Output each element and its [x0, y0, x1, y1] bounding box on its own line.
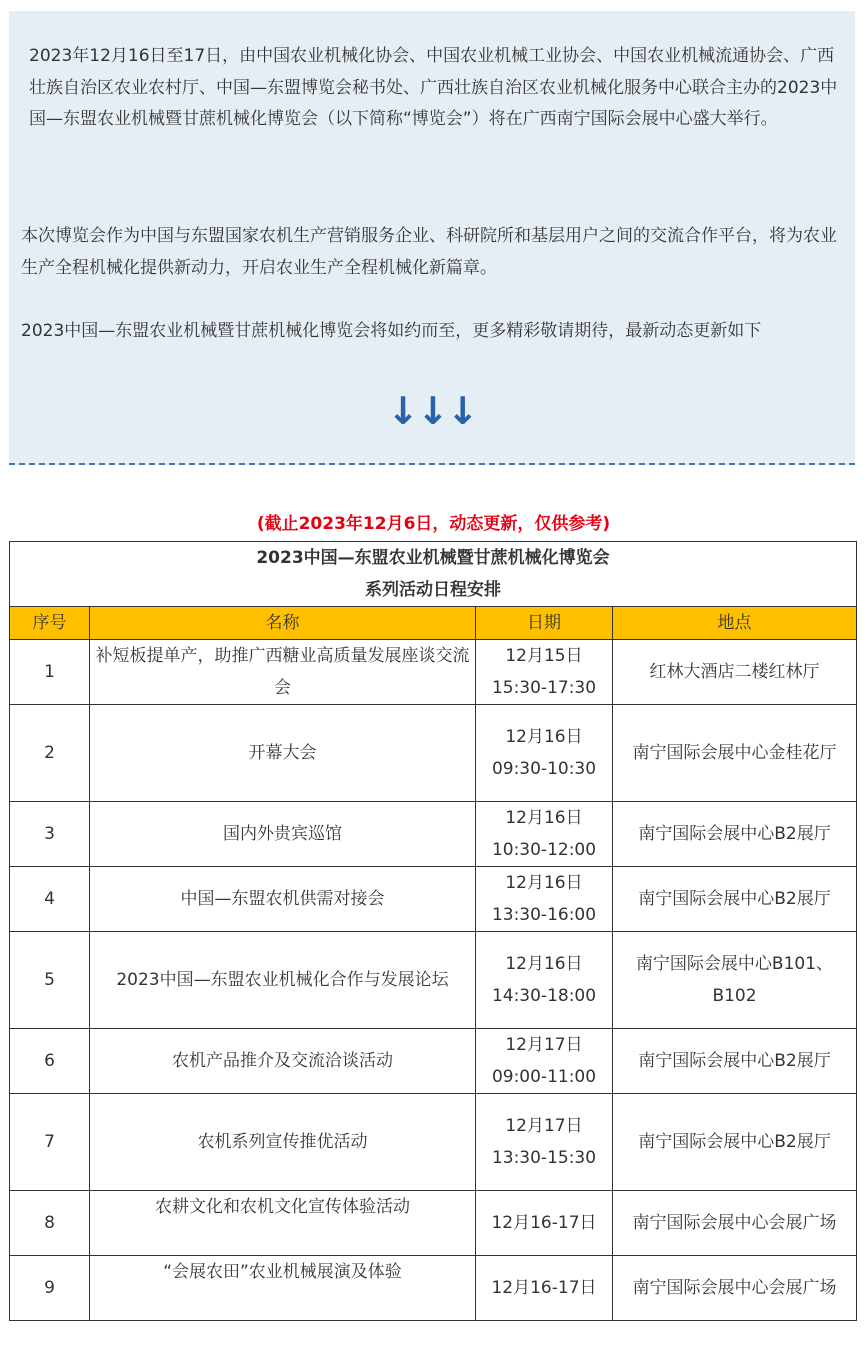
row-no: 9 — [10, 1256, 90, 1321]
table-row — [10, 705, 857, 802]
row-name: 国内外贵宾巡馆 — [90, 802, 476, 867]
table-row — [10, 1094, 857, 1191]
row-name: 农机系列宣传推优活动 — [90, 1094, 476, 1191]
table-row — [10, 1191, 857, 1256]
row-place: 南宁国际会展中心B2展厅 — [613, 1094, 857, 1191]
row-date: 12月16日 13:30-16:00 — [476, 867, 613, 932]
row-place: 南宁国际会展中心会展广场 — [613, 1191, 857, 1256]
intro-paragraph-2: 本次博览会作为中国与东盟国家农机生产营销服务企业、科研院所和基层用户之间的交流合作平台，将为农业生产全程机械化提供新动力，开启农业生产全程机械化新篇章。 — [21, 226, 837, 278]
schedule-table — [9, 541, 857, 1321]
header-name: 名称 — [90, 607, 476, 640]
row-name: 农耕文化和农机文化宣传体验活动 — [90, 1191, 476, 1256]
header-date: 日期 — [476, 607, 613, 640]
row-no: 3 — [10, 802, 90, 867]
header-place: 地点 — [613, 607, 857, 640]
header-no: 序号 — [10, 607, 90, 640]
row-date: 12月17日 09:00-11:00 — [476, 1029, 613, 1094]
update-note: (截止2023年12月6日，动态更新，仅供参考) — [256, 514, 611, 534]
row-no: 7 — [10, 1094, 90, 1191]
row-no: 1 — [10, 640, 90, 705]
header-row — [10, 607, 857, 640]
row-place: 红林大酒店二楼红林厅 — [613, 640, 857, 705]
row-place: 南宁国际会展中心金桂花厅 — [613, 705, 857, 802]
row-place: 南宁国际会展中心会展广场 — [613, 1256, 857, 1321]
row-date: 12月16-17日 — [476, 1191, 613, 1256]
row-place: 南宁国际会展中心B2展厅 — [613, 802, 857, 867]
row-date: 12月15日 15:30-17:30 — [476, 640, 613, 705]
row-date: 12月17日 13:30-15:30 — [476, 1094, 613, 1191]
row-name: 2023中国—东盟农业机械化合作与发展论坛 — [90, 932, 476, 1029]
intro-paragraph-1: 2023年12月16日至17日，由中国农业机械化协会、中国农业机械工业协会、中国农业机械流通协会、广西壮族自治区农业农村厅、中国—东盟博览会秘书处、广西壮族自治区农业机械化服务中心联合主办的2023中国—东盟农业机械暨甘蔗机械化博览会（以下简称“博览会”）将在广西南宁国际会展中心盛大举行。 — [29, 46, 838, 129]
row-no: 5 — [10, 932, 90, 1029]
row-no: 6 — [10, 1029, 90, 1094]
schedule-title-line1: 2023中国—东盟农业机械暨甘蔗机械化博览会 — [256, 548, 610, 568]
row-date: 12月16日 09:30-10:30 — [476, 705, 613, 802]
down-arrows-icon: ↓↓↓ — [387, 389, 477, 433]
intro-panel — [9, 11, 855, 465]
schedule-title-line2: 系列活动日程安排 — [365, 580, 501, 600]
row-place: 南宁国际会展中心B2展厅 — [613, 867, 857, 932]
row-place: 南宁国际会展中心B101、B102 — [613, 932, 857, 1029]
row-name: 农机产品推介及交流洽谈活动 — [90, 1029, 476, 1094]
intro-paragraph-3: 2023中国—东盟农业机械暨甘蔗机械化博览会将如约而至，更多精彩敬请期待，最新动态更新如下 — [21, 321, 762, 341]
row-date: 12月16日 10:30-12:00 — [476, 802, 613, 867]
row-name: 中国—东盟农机供需对接会 — [90, 867, 476, 932]
table-row — [10, 1029, 857, 1094]
row-date: 12月16-17日 — [476, 1256, 613, 1321]
row-name: “会展农田”农业机械展演及体验 — [90, 1256, 476, 1321]
schedule-title — [10, 542, 857, 607]
table-row — [10, 640, 857, 705]
table-row — [10, 802, 857, 867]
row-no: 4 — [10, 867, 90, 932]
row-no: 8 — [10, 1191, 90, 1256]
table-row — [10, 932, 857, 1029]
table-row — [10, 1256, 857, 1321]
table-row — [10, 867, 857, 932]
row-name: 补短板提单产，助推广西糖业高质量发展座谈交流会 — [90, 640, 476, 705]
row-name: 开幕大会 — [90, 705, 476, 802]
row-place: 南宁国际会展中心B2展厅 — [613, 1029, 857, 1094]
row-no: 2 — [10, 705, 90, 802]
row-date: 12月16日 14:30-18:00 — [476, 932, 613, 1029]
